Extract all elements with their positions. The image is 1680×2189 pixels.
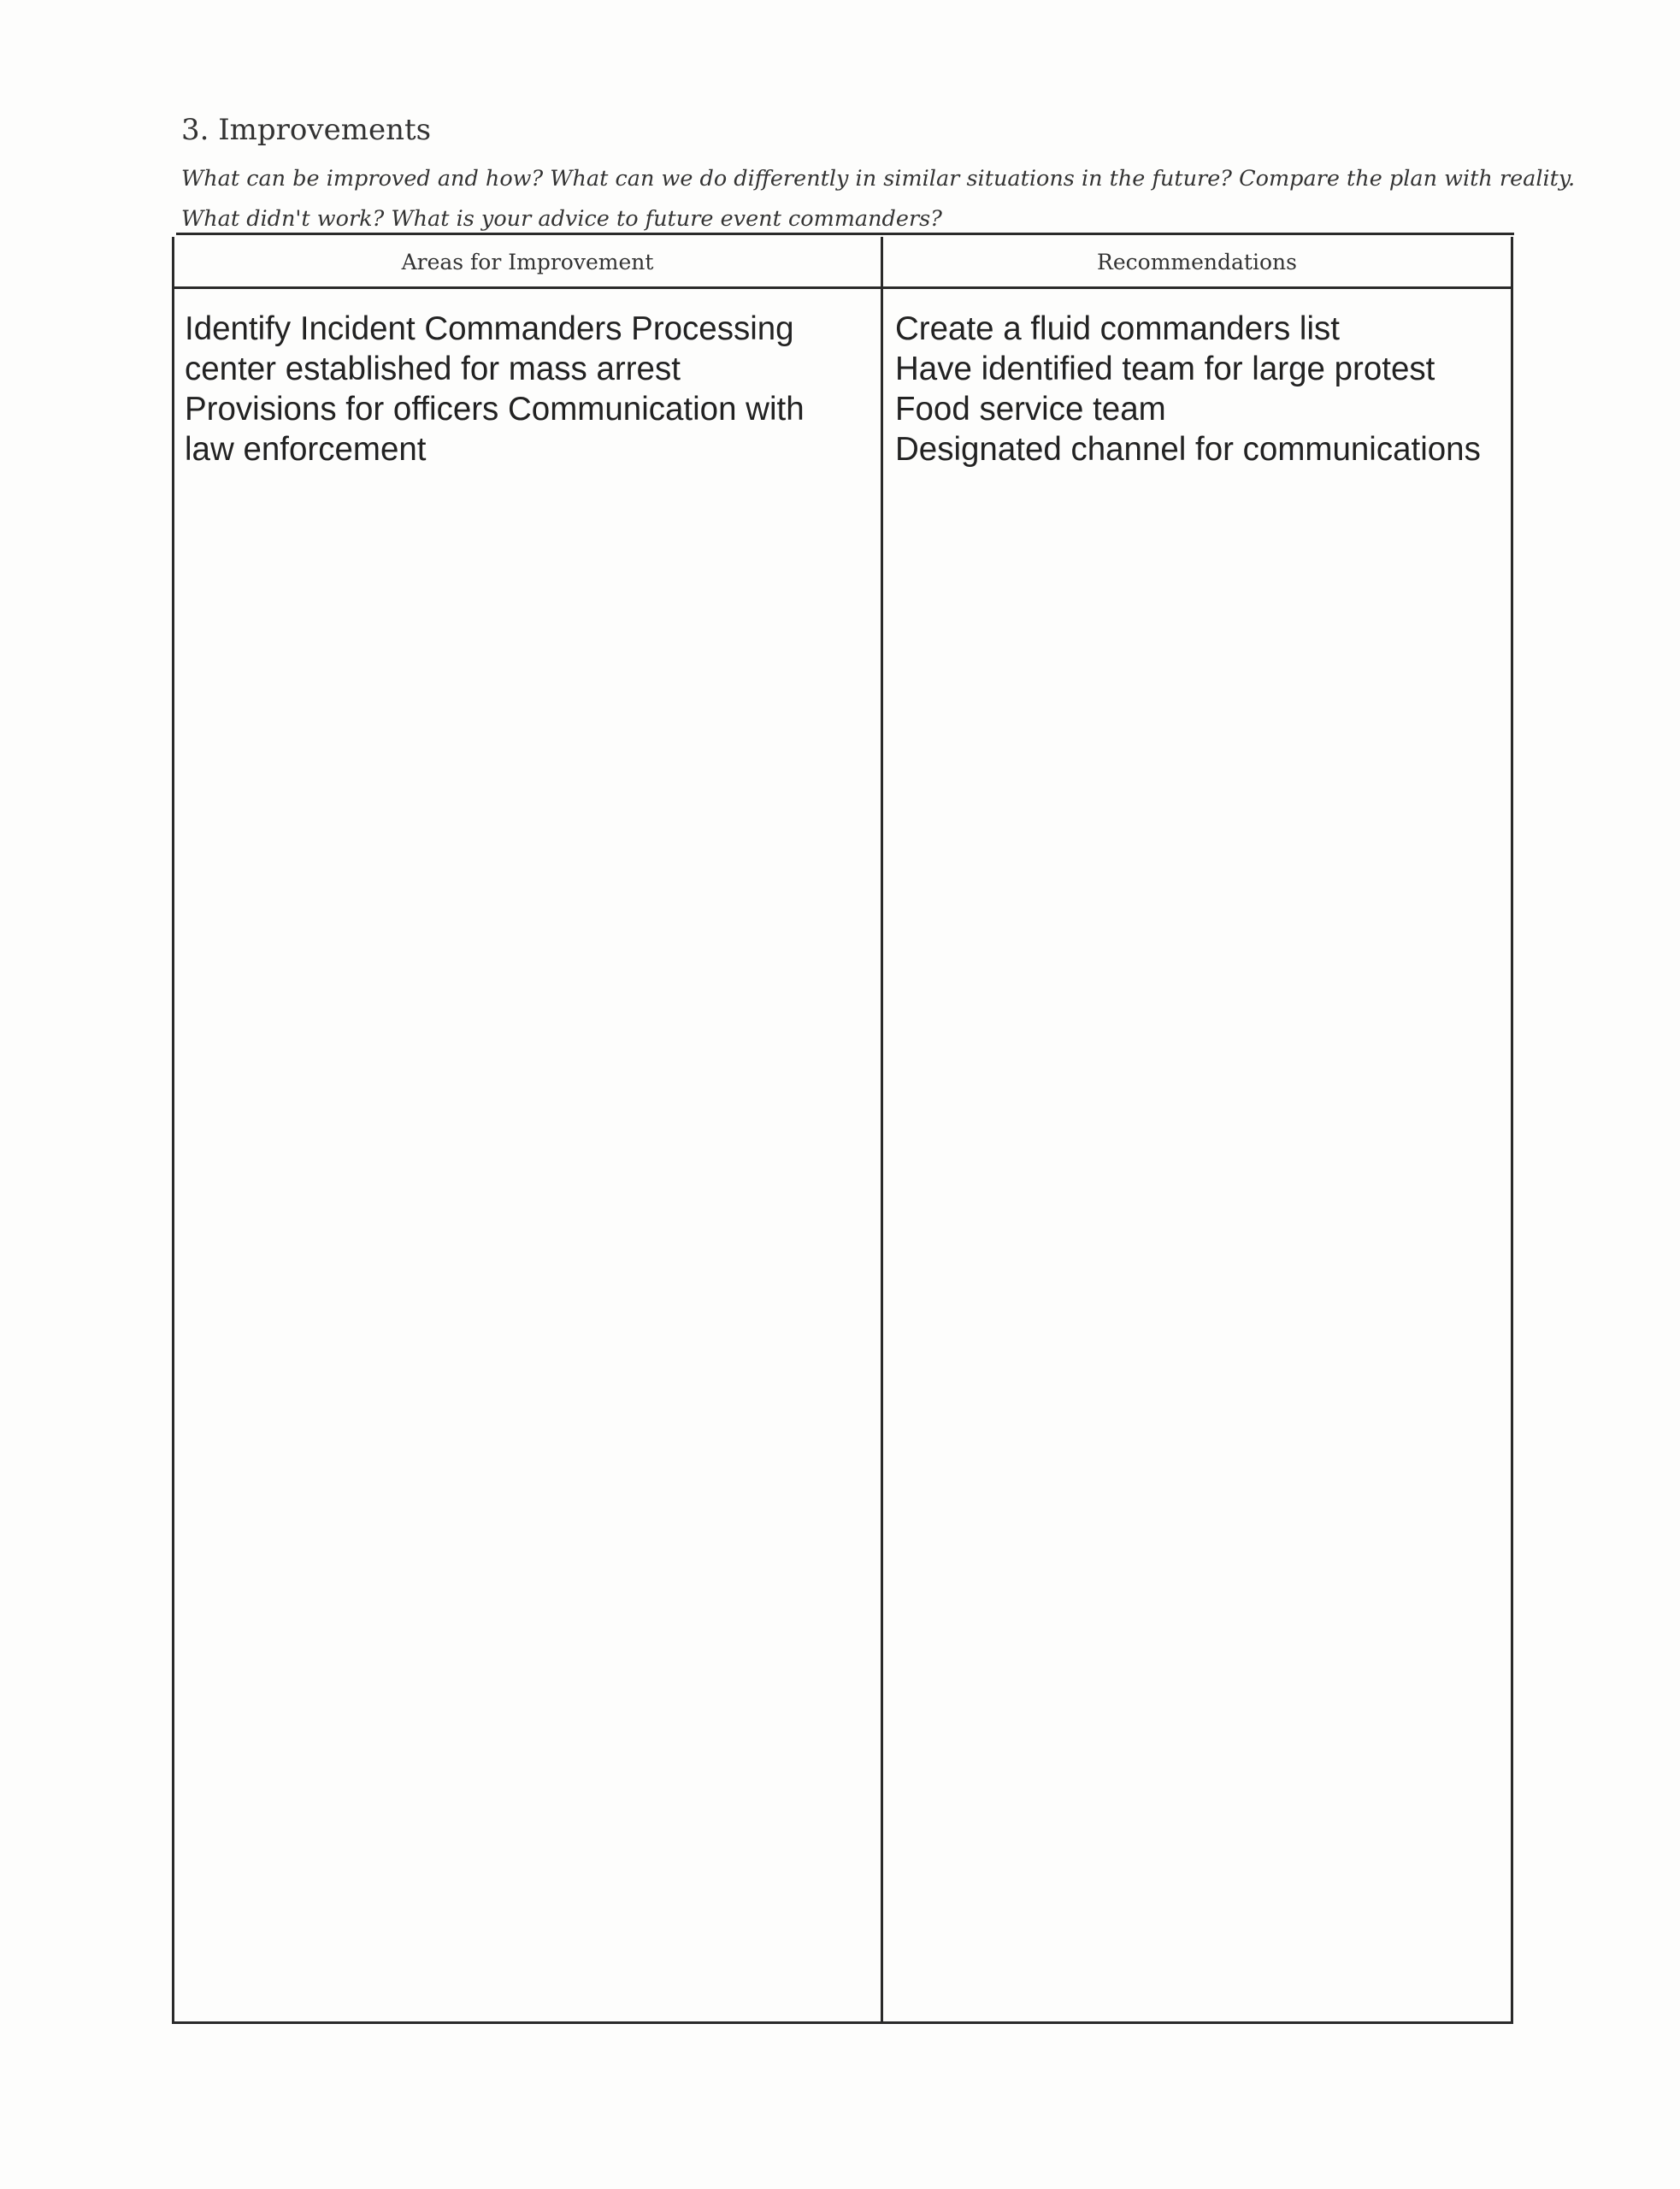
top-rule <box>176 233 1514 235</box>
instructions-line-2: What didn't work? What is your advice to future event commanders? <box>181 206 942 232</box>
areas-cell <box>185 309 869 469</box>
recommendations-line: Have identified team for large protest <box>895 351 1435 387</box>
column-divider <box>881 237 883 2021</box>
section-title: 3. Improvements <box>181 113 432 147</box>
areas-line: Provisions for officers Communication with <box>185 391 805 428</box>
areas-line: law enforcement <box>185 431 427 468</box>
recommendations-cell <box>895 309 1511 469</box>
areas-line: center established for mass arrest <box>185 351 681 387</box>
recommendations-line: Food service team <box>895 391 1166 428</box>
improvements-table <box>172 237 1513 2024</box>
areas-line: Identify Incident Commanders Processing <box>185 310 794 347</box>
recommendations-line: Designated channel for communications <box>895 431 1481 468</box>
header-rule <box>174 286 1511 289</box>
header-areas-for-improvement: Areas for Improvement <box>401 250 654 274</box>
header-recommendations: Recommendations <box>1097 250 1297 274</box>
recommendations-line: Create a fluid commanders list <box>895 310 1340 347</box>
instructions-line-1: What can be improved and how? What can we do differently in similar situations in the future? Compare the plan with reality. <box>181 166 1576 192</box>
instructions <box>181 159 1576 239</box>
